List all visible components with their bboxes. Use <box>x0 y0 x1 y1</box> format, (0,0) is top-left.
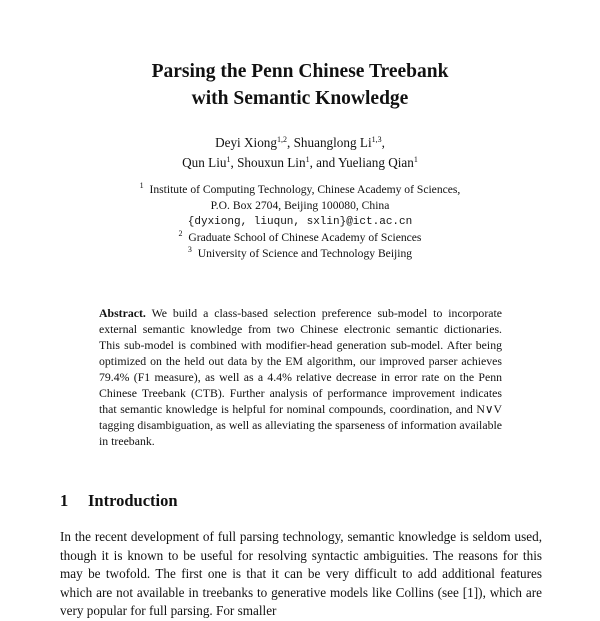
affiliation-3 <box>0 246 600 262</box>
author-separator: , <box>230 155 238 170</box>
author-affil-mark: 1 <box>413 155 418 164</box>
author-name: Deyi Xiong <box>215 135 277 150</box>
author-name: Qun Liu <box>182 155 227 170</box>
title-line-2: with Semantic Knowledge <box>191 88 409 109</box>
author-name: Yueliang Qian <box>338 155 414 170</box>
section-title: Introduction <box>88 491 178 510</box>
author-affil-mark: 1 <box>305 155 310 164</box>
affiliation-text: Institute of Computing Technology, Chinese Academy of Sciences, <box>149 183 461 196</box>
section-heading <box>60 490 178 512</box>
affil-mark: 1 <box>139 181 144 190</box>
affiliation-text: Graduate School of Chinese Academy of Sciences <box>188 231 422 244</box>
author-block <box>0 133 600 173</box>
author-affil-mark: 1,3 <box>371 135 382 144</box>
affiliation-text: University of Science and Technology Beijing <box>197 247 413 260</box>
intro-paragraph: In the recent development of full parsing technology, semantic knowledge is seldom used, though it is known to be useful for resolving syntactic ambiguities. The reasons for this may be twofold. The first one is that it can be very difficult to add additional features which are not available in treebanks to generative models like Collins (see [1]), which are very popular for full parsing. For smaller <box>60 529 542 618</box>
affiliation-1 <box>0 182 600 198</box>
abstract-label: Abstract. <box>99 306 146 320</box>
title-line-1: Parsing the Penn Chinese Treebank <box>151 61 449 82</box>
author-line-1 <box>0 133 600 153</box>
affil-mark: 3 <box>187 245 192 254</box>
paper-title <box>0 58 600 112</box>
affiliation-address: P.O. Box 2704, Beijing 100080, China <box>210 199 390 212</box>
author-separator: , <box>286 135 294 150</box>
author-affil-mark: 1,2 <box>276 135 287 144</box>
author-separator: , <box>381 135 385 150</box>
affil-mark: 2 <box>178 229 183 238</box>
author-line-2 <box>0 153 600 173</box>
affiliation-2 <box>0 230 600 246</box>
abstract-text: We build a class-based selection preference sub-model to incorporate external semantic knowledge from two Chinese electronic semantic dictionaries. This sub-model is combined with modifier-head generation sub-model. After being optimized on the held out data by the EM algorithm, our improved parser achieves 79.4% (F1 measure), as well as a 4.4% relative decrease in error rate on the Penn Chinese Treebank (CTB). Further analysis of performance improvement indicates that semantic knowledge is helpful for nominal compounds, coordination, and N∨V tagging disambiguation, as well as alleviating the sparseness of information available in treebank. <box>99 306 502 448</box>
author-affil-mark: 1 <box>226 155 231 164</box>
author-name: Shuanglong Li <box>293 135 372 150</box>
author-name: Shouxun Lin <box>237 155 306 170</box>
affiliations <box>0 182 600 262</box>
author-and: , and <box>309 155 339 170</box>
affiliation-emails: {dyxiong, liuqun, sxlin}@ict.ac.cn <box>187 216 413 228</box>
section-number: 1 <box>60 491 69 510</box>
abstract <box>99 305 502 449</box>
